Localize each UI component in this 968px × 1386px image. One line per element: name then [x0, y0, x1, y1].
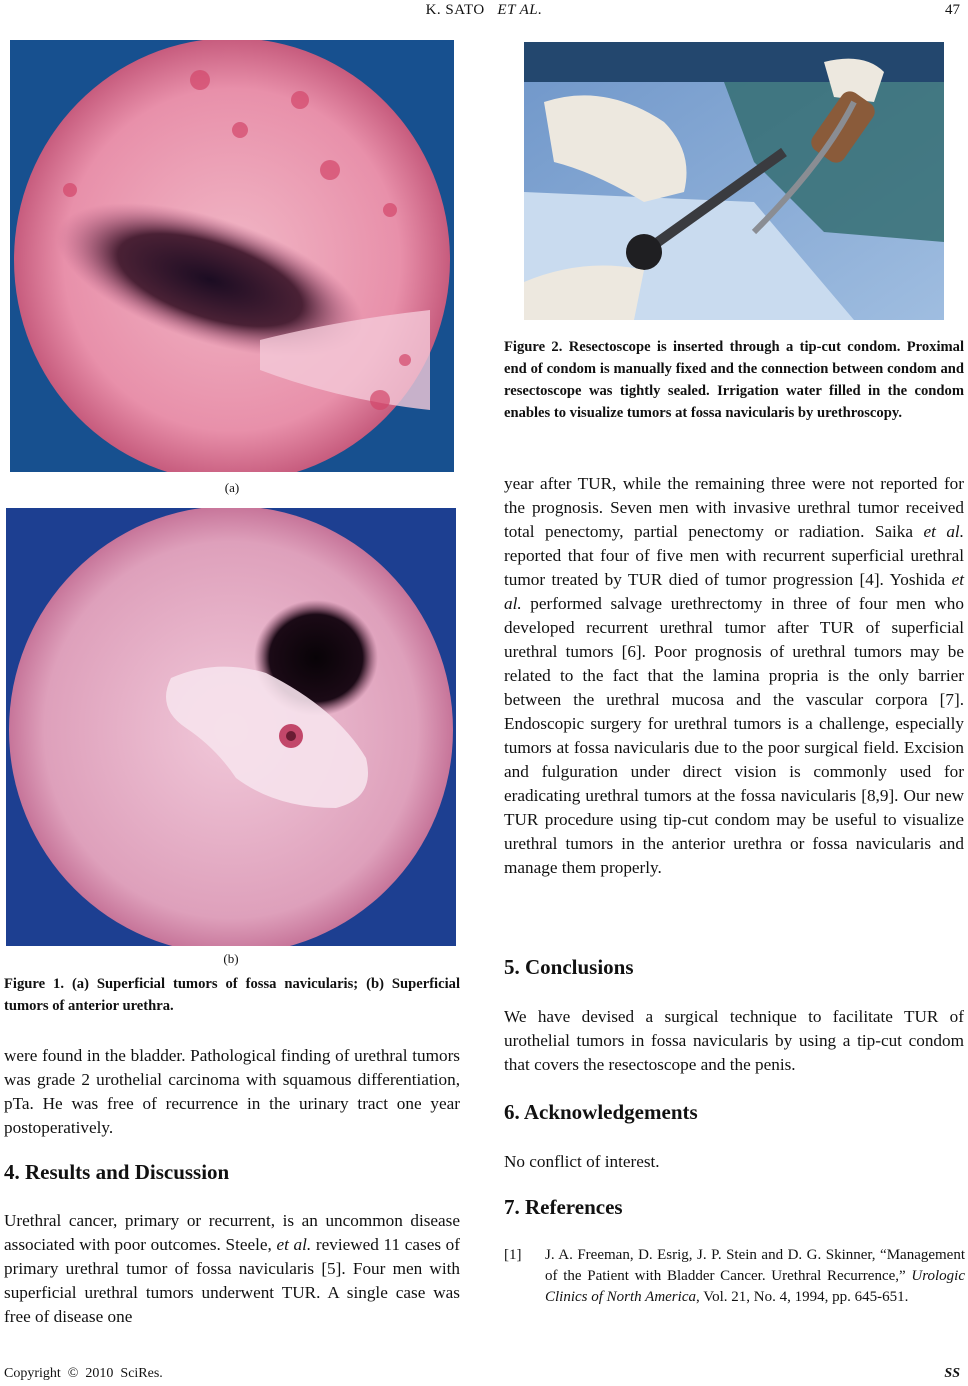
- reference-1-journal: Urologic Clinics of North America: [545, 1268, 965, 1305]
- footer-copyright: Copyright © 2010 SciRes.: [4, 1366, 163, 1381]
- figure-1-caption: [4, 973, 460, 1017]
- left-paragraph-2: [4, 1209, 460, 1329]
- footer-journal-tag: SS: [944, 1366, 960, 1381]
- left-paragraph-2-etal: et al.: [276, 1235, 312, 1254]
- right-paragraph-1: [504, 472, 964, 880]
- figure-2-caption: [504, 336, 964, 424]
- right-paragraph-1-text-c: performed salvage urethrectomy in three of four men who developed recurrent urethral tumor after TUR of superficial urethral tumors [6]. Poor prognosis of urethral tumors may be related to the fact that the lamina propria is the only barrier between the urethral mucosa and the vascular corpora [7]. Endoscopic surgery for urethral tumors is a challenge, especially tumors at fossa navicularis due to the poor surgical field. Excision and fulguration under direct vision is commonly used for eradicating urethral tumors at the fossa navicularis [8,9]. Our new TUR procedure using tip-cut condom may be useful to visualize urethral tumors in the anterior urethra or fossa navicularis and manage them properly.: [504, 594, 964, 877]
- section-heading-6: 6. Acknowledgements: [504, 1100, 698, 1124]
- reference-1-text-a: J. A. Freeman, D. Esrig, J. P. Stein and D. G. Skinner, “Management of the Patient with Bladder Cancer. Urethral Recurrence,”: [545, 1247, 965, 1284]
- right-paragraph-1-text-b: reported that four of five men with recurrent superficial urethral tumor treated by TUR died of tumor progression [4]. Yoshida: [504, 546, 964, 589]
- section-heading-7: 7. References: [504, 1195, 623, 1219]
- left-paragraph-1: were found in the bladder. Pathological finding of urethral tumors was grade 2 urothelial carcinoma with squamous differentiation, pTa. He was free of recurrence in the urinary tract one year postoperatively.: [4, 1046, 460, 1137]
- figure-1a-label: (a): [224, 480, 240, 495]
- reference-1-number: [1]: [504, 1247, 522, 1263]
- endoscopy-image-b: [6, 508, 456, 946]
- figure-1b-label: (b): [223, 951, 239, 966]
- section-heading-4: 4. Results and Discussion: [4, 1160, 230, 1184]
- right-paragraph-1-etal-2: et al.: [504, 570, 964, 613]
- page-number: 47: [945, 2, 960, 18]
- figure-2-image: [524, 42, 944, 320]
- figure-1-caption-lead: Figure 1.: [4, 976, 64, 992]
- endoscopy-image-a: [10, 40, 454, 472]
- figure-1b-image: [6, 508, 456, 946]
- right-paragraph-1-text-a: year after TUR, while the remaining three were not reported for the prognosis. Seven men with invasive urethral tumor received total penectomy, partial penectomy or radiation. Saika: [504, 474, 964, 541]
- reference-1-text-b: , Vol. 21, No. 4, 1994, pp. 645-651.: [695, 1289, 909, 1305]
- figure-2-caption-text: Resectoscope is inserted through a tip-cut condom. Proximal end of condom is manually fixed and the connection between condom and resectoscope was tightly sealed. Irrigation water filled in the condom enables to visualize tumors at fossa navicularis by urethroscopy.: [504, 339, 965, 421]
- reference-1-text: [545, 1245, 965, 1308]
- left-paragraph-2-text-b: reviewed 11 cases of primary urethral tumor of fossa navicularis [5]. Four men with superficial urethral tumors underwent TUR. A single case was free of disease one: [4, 1235, 460, 1326]
- running-header: [0, 2, 968, 19]
- figure-1-caption-text: (a) Superficial tumors of fossa navicularis; (b) Superficial tumors of anterior urethra.: [4, 976, 460, 1014]
- acknowledgements-paragraph: No conflict of interest.: [504, 1152, 660, 1171]
- figure-1a-image: [10, 40, 454, 472]
- right-paragraph-1-etal-1: et al.: [923, 522, 965, 541]
- figure-2-caption-lead: Figure 2.: [504, 339, 563, 355]
- header-authors: K. SATO: [425, 2, 485, 18]
- header-et-al: ET AL.: [497, 2, 543, 18]
- conclusions-paragraph: We have devised a surgical technique to facilitate TUR of urothelial tumors in fossa navicularis by using a tip-cut condom that covers the resectoscope and the penis.: [504, 1007, 964, 1074]
- section-heading-5: 5. Conclusions: [504, 955, 634, 979]
- left-paragraph-2-text-a: Urethral cancer, primary or recurrent, is an uncommon disease associated with poor outcomes. Steele,: [4, 1211, 460, 1254]
- surgery-photo: [524, 42, 944, 320]
